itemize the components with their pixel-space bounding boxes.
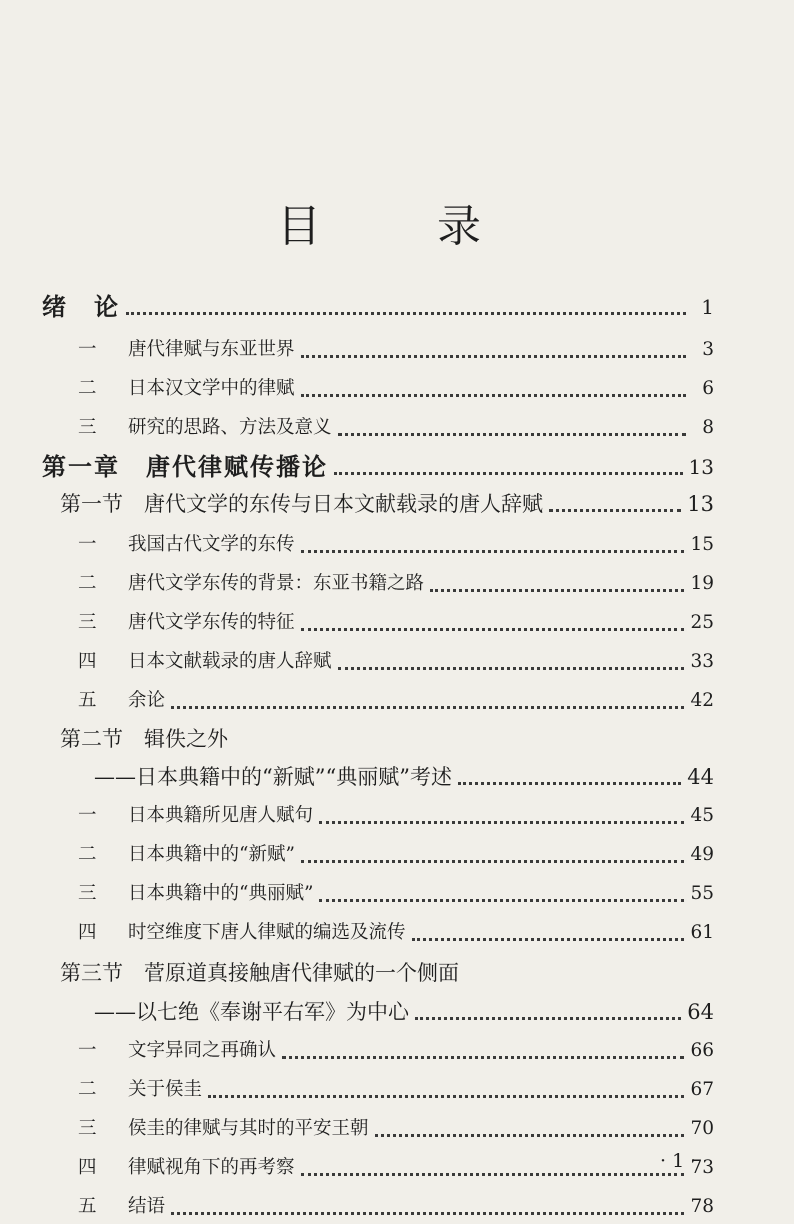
toc-num: 二 [78,573,97,594]
toc-entry-subtitle[interactable] [94,995,714,1029]
toc-title: 侯圭的律赋与其时的平安王朝 [128,1118,369,1139]
toc-num: 二 [78,378,97,399]
toc-entry[interactable] [78,528,714,562]
toc-title: 第二节 辑佚之外 [60,727,228,751]
dot-leader [301,860,685,863]
dot-leader [430,589,684,592]
toc-num: 三 [78,883,97,904]
toc-entry[interactable] [78,799,714,833]
dot-leader [319,899,684,902]
dot-leader [549,509,681,512]
toc-title: 日本典籍中的“新赋” [128,844,295,865]
toc-entry-section[interactable] [60,487,714,521]
toc-page: 8 [702,417,714,438]
dot-leader [301,1173,685,1176]
toc-page: 45 [690,805,714,826]
dot-leader [412,938,685,941]
toc-num: 三 [78,612,97,633]
toc-entry-subtitle[interactable] [94,760,714,794]
toc-page: 67 [690,1079,714,1100]
toc-num: 一 [78,534,97,555]
toc-page: 6 [702,378,714,399]
dot-leader [171,706,684,709]
toc-entry-chapter[interactable] [42,450,714,484]
toc-num: 一 [78,1040,97,1061]
toc-title: 第三节 菅原道真接触唐代律赋的一个侧面 [60,961,459,985]
toc-entry[interactable] [78,567,714,601]
toc-page: 25 [690,612,714,633]
toc-title: 文字异同之再确认 [128,1040,277,1061]
toc-num: 二 [78,844,97,865]
toc-entry[interactable] [78,1151,714,1185]
toc-entry[interactable] [78,1112,714,1146]
toc-page: 42 [690,690,714,711]
toc-entry[interactable] [78,1034,714,1068]
toc-page: 78 [690,1196,714,1217]
toc-page: 61 [690,922,714,943]
dot-leader [334,472,683,475]
toc-num: 四 [78,922,97,943]
toc-num: 五 [78,1196,97,1217]
toc-title: 律赋视角下的再考察 [128,1157,295,1178]
toc-entry[interactable] [78,684,714,718]
toc-entry[interactable] [78,411,714,445]
toc-page: 64 [687,1000,714,1024]
toc-num: 一 [78,805,97,826]
toc-title: 唐代文学东传的背景：东亚书籍之路 [128,573,425,594]
toc-entry[interactable] [78,916,714,950]
toc-title: 绪 论 [42,293,120,321]
toc-page: 66 [690,1040,714,1061]
toc-title: 第一节 唐代文学的东传与日本文献载录的唐人辞赋 [60,492,543,516]
toc-page: 19 [690,573,714,594]
toc-entry[interactable] [78,606,714,640]
dot-leader [282,1056,684,1059]
dot-leader [301,394,686,397]
toc-num: 三 [78,1118,97,1139]
page-number: · 1 · [660,1150,697,1172]
toc-page: 44 [687,765,714,789]
toc-num: 四 [78,1157,97,1178]
toc-entry-section[interactable] [60,722,714,756]
toc-num: 五 [78,690,97,711]
toc-entry[interactable] [78,372,714,406]
toc-title: ——日本典籍中的“新赋”“典丽赋”考述 [94,765,452,789]
dot-leader [319,821,684,824]
toc-entry-intro[interactable] [42,290,714,324]
toc-title: 日本文献载录的唐人辞赋 [128,651,332,672]
toc-page: 1 [701,295,714,319]
toc-page: 55 [690,883,714,904]
dot-leader [126,312,686,315]
toc-num: 四 [78,651,97,672]
dot-leader [458,782,681,785]
toc-title: 结语 [128,1196,166,1217]
toc-entry-section[interactable] [60,956,714,990]
toc-title: 日本汉文学中的律赋 [128,378,295,399]
toc-title: 我国古代文学的东传 [128,534,295,555]
toc-title: ——以七绝《奉谢平右军》为中心 [94,1000,409,1024]
toc-title: 关于侯圭 [128,1079,203,1100]
toc-title: 唐代文学东传的特征 [128,612,295,633]
toc-entry[interactable] [78,645,714,679]
toc-page: 3 [702,339,714,360]
toc-entry[interactable] [78,333,714,367]
dot-leader [301,628,685,631]
dot-leader [208,1095,684,1098]
toc-entry[interactable] [78,1190,714,1224]
dot-leader [415,1017,681,1020]
toc-num: 一 [78,339,97,360]
toc-entry[interactable] [78,877,714,911]
dot-leader [338,433,686,436]
toc-title: 日本典籍所见唐人赋句 [128,805,314,826]
toc-page: 73 [690,1157,714,1178]
toc-num: 三 [78,417,97,438]
toc-entry[interactable] [78,1073,714,1107]
toc-page: 13 [687,492,714,516]
toc-title: 时空维度下唐人律赋的编选及流传 [128,922,406,943]
toc-title: 第一章 唐代律赋传播论 [42,453,328,481]
dot-leader [338,667,685,670]
toc-page: 70 [690,1118,714,1139]
dot-leader [375,1134,685,1137]
toc-page: 33 [690,651,714,672]
toc-page: 15 [690,534,714,555]
dot-leader [301,355,686,358]
toc-title: 余论 [128,690,166,711]
page-title: 目 录 [277,201,517,252]
toc-num: 二 [78,1079,97,1100]
toc-page: 49 [690,844,714,865]
dot-leader [171,1212,684,1215]
toc-page: 13 [688,455,714,479]
dot-leader [301,550,685,553]
toc-entry[interactable] [78,838,714,872]
toc-title: 唐代律赋与东亚世界 [128,339,295,360]
toc-title: 研究的思路、方法及意义 [128,417,332,438]
toc-title: 日本典籍中的“典丽赋” [128,883,314,904]
